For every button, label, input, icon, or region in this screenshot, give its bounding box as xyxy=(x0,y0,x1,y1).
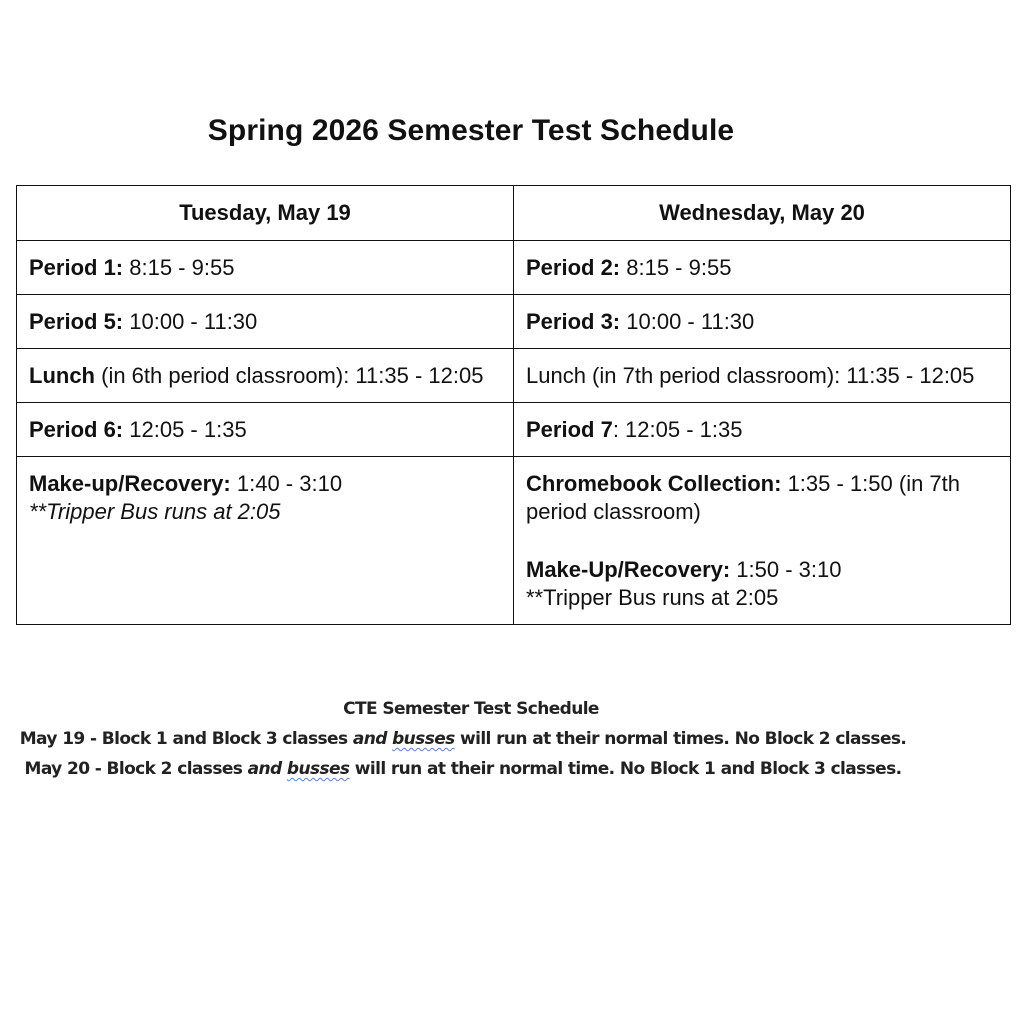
column-header-tuesday: Tuesday, May 19 xyxy=(17,186,514,241)
cell-label: Make-Up/Recovery: xyxy=(526,557,731,582)
table-cell xyxy=(17,457,514,625)
cell-label: Period 7 xyxy=(526,417,613,442)
cte-line-may-19 xyxy=(0,724,982,754)
text-segment: will run at their normal time. No Block 1 and Block 3 classes. xyxy=(349,759,902,779)
cell-value: 1:50 - 3:10 xyxy=(730,557,842,582)
spelling-marked-word: busses xyxy=(392,729,455,749)
text-segment: will run at their normal times. No Block 2 classes. xyxy=(454,729,907,749)
cell-value: 12:05 - 1:35 xyxy=(123,417,247,442)
table-cell xyxy=(514,349,1011,403)
spelling-marked-word: busses xyxy=(286,759,350,779)
table-row xyxy=(17,403,1011,457)
cell-label: Period 6: xyxy=(29,417,124,442)
column-header-wednesday: Wednesday, May 20 xyxy=(514,186,1011,241)
table-cell xyxy=(514,457,1011,625)
table-row xyxy=(17,457,1011,625)
cell-value: 10:00 - 11:30 xyxy=(123,309,258,334)
cell-label: Period 3: xyxy=(526,309,621,334)
tripper-bus-note: **Tripper Bus runs at 2:05 xyxy=(526,585,779,610)
table-row xyxy=(17,241,1011,295)
cell-value: Lunch (in 7th period classroom): 11:35 - 12:05 xyxy=(526,363,975,388)
schedule-table xyxy=(16,185,1011,625)
table-header-row xyxy=(17,186,1011,241)
table-cell xyxy=(514,403,1011,457)
table-cell xyxy=(17,295,514,349)
table-row xyxy=(17,349,1011,403)
cte-schedule-section xyxy=(0,694,942,784)
cell-value: : 12:05 - 1:35 xyxy=(612,417,743,442)
cell-value: 10:00 - 11:30 xyxy=(620,309,755,334)
table-cell xyxy=(17,349,514,403)
cell-label: Period 2: xyxy=(526,255,621,280)
table-cell xyxy=(17,403,514,457)
text-segment: May 19 - Block 1 and Block 3 classes xyxy=(19,729,353,749)
cell-value: (in 6th period classroom): 11:35 - 12:05 xyxy=(95,363,484,388)
cell-label: Lunch xyxy=(29,363,95,388)
text-segment: May 20 - Block 2 classes xyxy=(24,759,248,779)
cell-value: 1:35 - 1:50 (in 7th period classroom) xyxy=(526,471,961,524)
cte-line-may-20 xyxy=(0,754,982,784)
tripper-bus-note: **Tripper Bus runs at 2:05 xyxy=(29,499,281,524)
page-title: Spring 2026 Semester Test Schedule xyxy=(207,114,735,147)
text-segment: and xyxy=(247,759,282,779)
cell-label: Make-up/Recovery: xyxy=(29,471,231,496)
cell-value: 8:15 - 9:55 xyxy=(123,255,235,280)
cell-value: 1:40 - 3:10 xyxy=(230,471,343,496)
table-cell xyxy=(514,295,1011,349)
cell-label: Period 1: xyxy=(29,255,124,280)
text-segment: and xyxy=(352,729,387,749)
table-cell xyxy=(514,241,1011,295)
cte-heading: CTE Semester Test Schedule xyxy=(343,699,599,719)
table-row xyxy=(17,295,1011,349)
cell-label: Period 5: xyxy=(29,309,124,334)
table-cell xyxy=(17,241,514,295)
cell-value: 8:15 - 9:55 xyxy=(620,255,732,280)
cell-label: Chromebook Collection: xyxy=(526,471,782,496)
